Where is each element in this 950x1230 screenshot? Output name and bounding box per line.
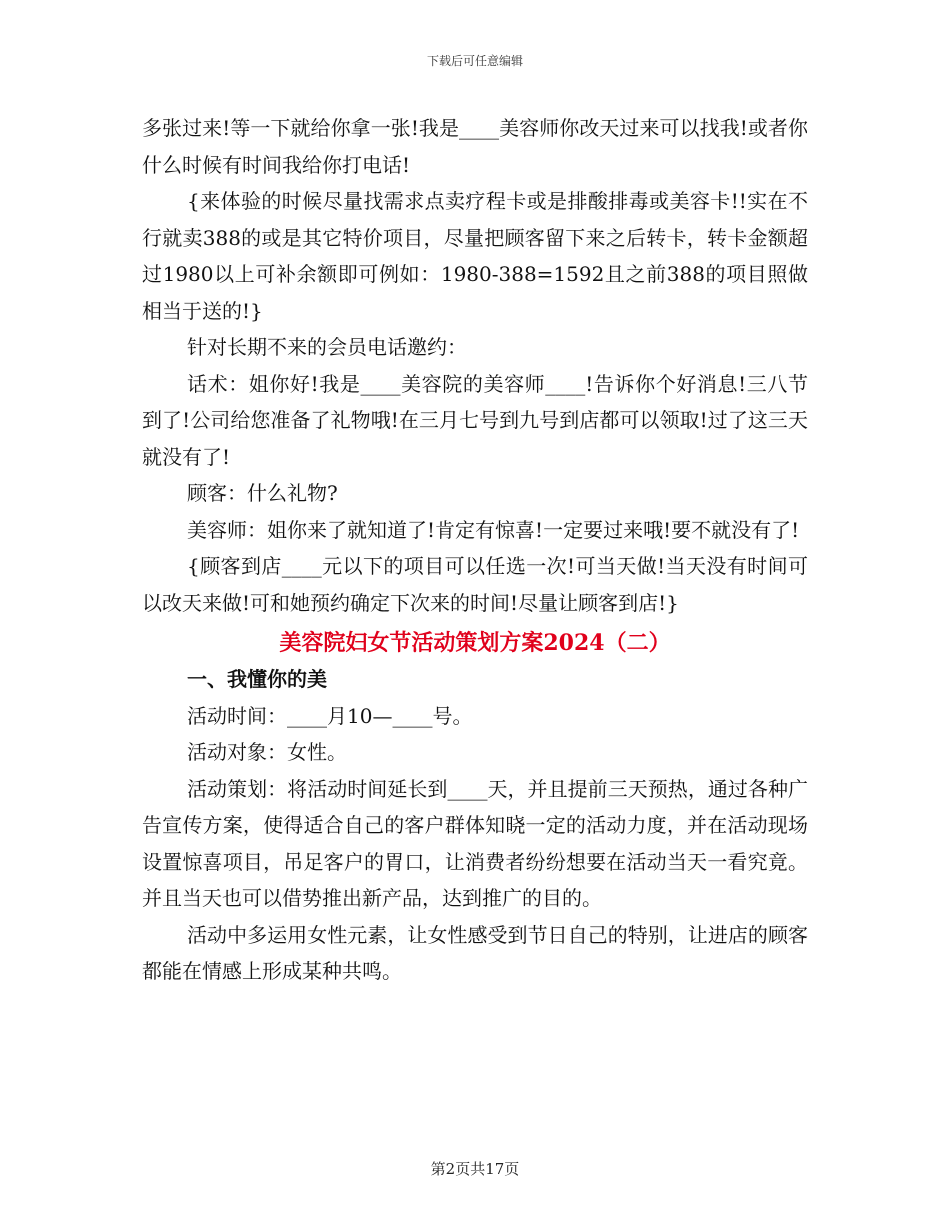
- page-footer: 第2页共17页: [430, 1160, 520, 1178]
- paragraph: {顾客到店____元以下的项目可以任选一次!可当天做!当天没有时间可以改天来做!可和她预约确定下次来的时间!尽量让顾客到店!}: [142, 554, 808, 615]
- paragraph: 活动对象：女性。: [187, 740, 347, 764]
- paragraph: 多张过来!等一下就给你拿一张!我是____美容师你改天过来可以找我!或者你什么时候有时间我给你打电话!: [142, 116, 808, 177]
- document-body: [142, 110, 808, 990]
- paragraph: {来体验的时候尽量找需求点卖疗程卡或是排酸排毒或美容卡!!实在不行就卖388的或是其它特价项目，尽量把顾客留下来之后转卡，转卡金额超过1980以上可补余额即可例如：1980-388=1592且之前388的项目照做相当于送的!}: [142, 189, 808, 323]
- subheading: 一、我懂你的美: [187, 667, 327, 691]
- paragraph: 活动中多运用女性元素，让女性感受到节日自己的特别，让进店的顾客都能在情感上形成某种共鸣。: [142, 922, 808, 983]
- paragraph: 活动时间：____月10—____号。: [187, 703, 473, 728]
- paragraph: 顾客：什么礼物?: [187, 481, 338, 505]
- paragraph: 活动策划：将活动时间延长到____天，并且提前三天预热，通过各种广告宣传方案，使得适合自己的客户群体知晓一定的活动力度，并在活动现场设置惊喜项目，吊足客户的胃口，让消费者纷纷想要在活动当天一看究竟。并且当天也可以借势推出新产品，达到推广的目的。: [142, 776, 808, 910]
- section-title: 美容院妇女节活动策划方案2024（二）: [279, 630, 671, 656]
- paragraph: 美容师：姐你来了就知道了!肯定有惊喜!一定要过来哦!要不就没有了!: [187, 517, 800, 542]
- page-header: 下载后可任意编辑: [426, 54, 523, 68]
- paragraph: 话术：姐你好!我是____美容院的美容师____!告诉你个好消息!三八节到了!公司给您准备了礼物哦!在三月七号到九号到店都可以领取!过了这三天就没有了!: [142, 371, 808, 469]
- paragraph: 针对长期不来的会员电话邀约：: [187, 335, 467, 359]
